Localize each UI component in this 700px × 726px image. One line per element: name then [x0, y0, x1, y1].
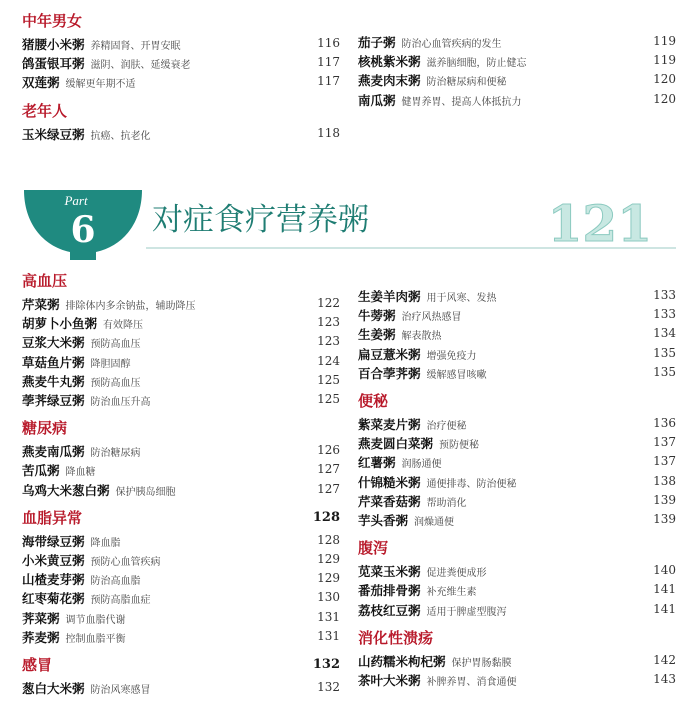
toc-entry [22, 34, 340, 53]
entry-name: 生姜羊肉粥 [358, 289, 421, 304]
section-title: 消化性溃疡 [358, 628, 434, 647]
entry-page: 139 [653, 512, 676, 526]
entry-desc: 防治糖尿病 [90, 448, 141, 460]
toc-entry [358, 414, 676, 433]
entry-desc: 防治高血脂 [90, 576, 141, 588]
entry-desc: 防治血压升高 [90, 397, 151, 408]
toc-entry [22, 608, 340, 627]
entry-desc: 用于风寒、发热 [426, 293, 497, 304]
toc-entry [22, 550, 340, 569]
entry-page: 116 [317, 36, 340, 50]
entry-page: 133 [653, 288, 676, 302]
entry-page: 135 [653, 364, 676, 379]
toc-entry [22, 371, 340, 390]
toc-entry [358, 491, 676, 510]
toc-entry [22, 294, 340, 313]
entry-desc: 通便排毒、防治便秘 [426, 478, 517, 490]
section-title: 感冒 [22, 656, 53, 674]
entry-page: 131 [317, 628, 340, 643]
entry-page: 140 [653, 563, 676, 578]
entry-desc: 预防高血压 [90, 377, 141, 389]
entry-name: 山楂麦芽粥 [22, 572, 85, 588]
section-title: 血脂异常 [22, 508, 83, 527]
entry-name: 豆浆大米粥 [22, 335, 85, 351]
entry-name: 芋头香粥 [358, 513, 409, 528]
toc-entry [358, 561, 676, 580]
entry-desc: 补脾养胃、消食通便 [426, 677, 517, 688]
toc-entry [358, 32, 676, 51]
entry-name: 苋菜玉米粥 [358, 564, 421, 580]
entry-name: 红枣菊花粥 [22, 591, 85, 607]
toc-entry [22, 441, 340, 460]
entry-page: 141 [653, 582, 676, 597]
entry-page: 126 [317, 443, 340, 458]
entry-desc: 健胃养胃、提高人体抵抗力 [401, 96, 522, 108]
entry-desc: 调节血脂代谢 [65, 614, 126, 626]
entry-page: 138 [653, 473, 676, 488]
toc-entry [358, 51, 676, 70]
toc-entry [22, 588, 340, 607]
part-banner [0, 170, 700, 262]
part-label: Part [64, 193, 88, 208]
entry-name: 南瓜粥 [358, 92, 396, 108]
toc-entry [22, 678, 340, 697]
section-page-number: 132 [312, 657, 340, 672]
entry-name: 红薯粥 [358, 455, 396, 471]
entry-page: 117 [317, 55, 340, 70]
section-title: 中年男女 [22, 12, 83, 30]
entry-name: 荔枝红豆粥 [358, 602, 421, 618]
entry-name: 茄子粥 [358, 35, 396, 50]
toc-entry [358, 324, 676, 343]
entry-page: 134 [653, 326, 676, 341]
entry-page: 119 [653, 34, 676, 48]
toc-entry [358, 651, 676, 670]
entry-desc: 有效降压 [103, 320, 144, 332]
entry-name: 玉米绿豆粥 [22, 126, 85, 142]
entry-desc: 预防高血压 [90, 339, 141, 351]
entry-name: 牛蒡粥 [358, 308, 396, 324]
toc-entry [22, 460, 340, 479]
entry-page: 125 [317, 392, 340, 406]
entry-desc: 防治心血管疾病的发生 [401, 39, 502, 50]
entry-desc: 适用于脾虚型腹泻 [426, 606, 507, 618]
entry-desc: 保护胃肠黏膜 [451, 657, 512, 669]
entry-desc: 滋阴、润肤、延缓衰老 [90, 60, 191, 72]
toc-entry [22, 72, 340, 91]
entry-desc: 补充维生素 [426, 587, 477, 599]
entry-page: 133 [653, 307, 676, 322]
entry-desc: 促进粪便成形 [426, 568, 487, 580]
entry-name: 番茄排骨粥 [358, 583, 421, 599]
part-title: 对症食疗营养粥 [152, 202, 369, 238]
entry-desc: 增强免疫力 [426, 350, 477, 362]
entry-desc: 保护胰岛细胞 [115, 486, 176, 498]
entry-desc: 降胆固醇 [90, 358, 131, 370]
entry-page: 142 [653, 652, 676, 667]
entry-page: 131 [317, 609, 340, 624]
entry-desc: 缓解更年期不适 [65, 79, 136, 91]
entry-name: 芹菜粥 [22, 297, 60, 312]
toc-entry [358, 452, 676, 471]
entry-desc: 抗癌、抗老化 [90, 130, 151, 142]
entry-name: 百合荸荠粥 [358, 365, 421, 381]
entry-page: 129 [317, 571, 340, 586]
toc-entry [358, 670, 676, 689]
toc-entry [22, 531, 340, 550]
entry-desc: 润燥通便 [414, 517, 455, 528]
entry-name: 茶叶大米粥 [358, 673, 421, 688]
entry-page: 143 [653, 672, 676, 686]
entry-page: 136 [653, 416, 676, 430]
entry-name: 芹菜香菇粥 [358, 493, 421, 509]
section-title: 糖尿病 [22, 419, 68, 438]
section-title: 老年人 [22, 101, 68, 120]
toc-entry [358, 580, 676, 599]
entry-name: 荞麦粥 [22, 629, 60, 645]
entry-page: 123 [317, 334, 340, 349]
entry-desc: 养精固肾、开胃安眠 [90, 41, 181, 52]
entry-name: 海带绿豆粥 [22, 533, 85, 549]
entry-desc: 排除体内多余钠盐，辅助降压 [65, 301, 196, 312]
entry-page: 123 [317, 315, 340, 330]
entry-name: 燕麦圆白菜粥 [358, 436, 434, 452]
entry-name: 荠菜粥 [22, 610, 60, 626]
entry-desc: 预防高脂血症 [90, 595, 151, 607]
entry-name: 核桃紫米粥 [358, 54, 421, 70]
entry-page: 122 [317, 296, 340, 310]
toc-entry [22, 390, 340, 409]
toc-entry [358, 305, 676, 324]
entry-name: 草菇鱼片粥 [22, 354, 85, 370]
entry-name: 葱白大米粥 [22, 681, 85, 696]
entry-name: 猪腰小米粥 [22, 37, 85, 52]
section-title: 高血压 [22, 272, 68, 290]
entry-page: 125 [317, 372, 340, 387]
entry-page: 137 [653, 435, 676, 450]
entry-page: 124 [317, 353, 340, 368]
toc-entry [358, 70, 676, 89]
entry-desc: 滋养脑细胞，防止健忘 [426, 58, 527, 70]
entry-desc: 治疗风热感冒 [401, 312, 462, 324]
entry-page: 120 [653, 91, 676, 106]
entry-page: 139 [653, 492, 676, 507]
toc-entry [22, 480, 340, 499]
entry-name: 苦瓜粥 [22, 463, 60, 479]
entry-page: 137 [653, 454, 676, 469]
entry-name: 山药糯米枸杞粥 [358, 653, 446, 669]
entry-page: 130 [317, 590, 340, 605]
entry-name: 紫菜麦片粥 [358, 417, 421, 432]
section-title: 便秘 [358, 392, 389, 410]
entry-page: 129 [317, 552, 340, 566]
entry-name: 燕麦牛丸粥 [22, 373, 85, 389]
toc-entry [22, 313, 340, 332]
toc-entry [358, 510, 676, 529]
toc-entry [358, 90, 676, 109]
entry-desc: 防治风寒感冒 [90, 685, 151, 696]
entry-name: 双莲粥 [22, 75, 60, 91]
entry-page: 127 [317, 481, 340, 496]
entry-name: 什锦糙米粥 [358, 474, 421, 490]
entry-page: 132 [317, 680, 340, 694]
toc-entry [358, 600, 676, 619]
part-number: 6 [70, 209, 96, 251]
toc-entry [358, 363, 676, 382]
toc-entry [22, 332, 340, 351]
entry-desc: 解表散热 [401, 331, 442, 343]
entry-name: 燕麦南瓜粥 [22, 444, 85, 460]
entry-name: 扁豆薏米粥 [358, 346, 421, 362]
toc-entry [22, 627, 340, 646]
section-page-number: 128 [312, 509, 340, 525]
entry-name: 鸽蛋银耳粥 [22, 56, 85, 72]
toc-entry [22, 124, 340, 143]
entry-desc: 帮助消化 [426, 497, 467, 509]
entry-name: 燕麦肉末粥 [358, 73, 421, 89]
toc-entry [22, 352, 340, 371]
entry-desc: 预防便秘 [439, 440, 480, 452]
entry-desc: 控制血脂平衡 [65, 633, 126, 645]
entry-desc: 缓解感冒咳嗽 [426, 369, 487, 381]
entry-name: 小米黄豆粥 [22, 553, 85, 568]
entry-name: 胡萝卜小鱼粥 [22, 316, 98, 332]
entry-page: 135 [653, 345, 676, 360]
entry-page: 118 [317, 125, 340, 140]
section-title: 腹泻 [358, 539, 389, 558]
toc-entry [22, 569, 340, 588]
entry-page: 119 [653, 53, 676, 68]
entry-name: 生姜粥 [358, 327, 396, 343]
entry-name: 乌鸡大米葱白粥 [22, 482, 110, 498]
entry-page: 128 [317, 532, 340, 547]
entry-page: 117 [317, 74, 340, 89]
entry-desc: 降血脂 [90, 537, 121, 549]
toc-entry [358, 344, 676, 363]
entry-desc: 润肠通便 [401, 459, 442, 471]
entry-desc: 降血糖 [65, 467, 96, 479]
entry-desc: 预防心血管疾病 [90, 557, 161, 568]
entry-page: 141 [653, 601, 676, 616]
entry-page: 127 [317, 462, 340, 477]
entry-desc: 防治糖尿病和便秘 [426, 77, 507, 89]
part-page-number: 121 [547, 194, 652, 253]
toc-entry [358, 433, 676, 452]
entry-name: 荸荠绿豆粥 [22, 393, 85, 408]
toc-entry [358, 286, 676, 305]
entry-desc: 治疗便秘 [426, 421, 467, 432]
toc-entry [22, 53, 340, 72]
entry-page: 120 [653, 72, 676, 87]
toc-entry [358, 472, 676, 491]
